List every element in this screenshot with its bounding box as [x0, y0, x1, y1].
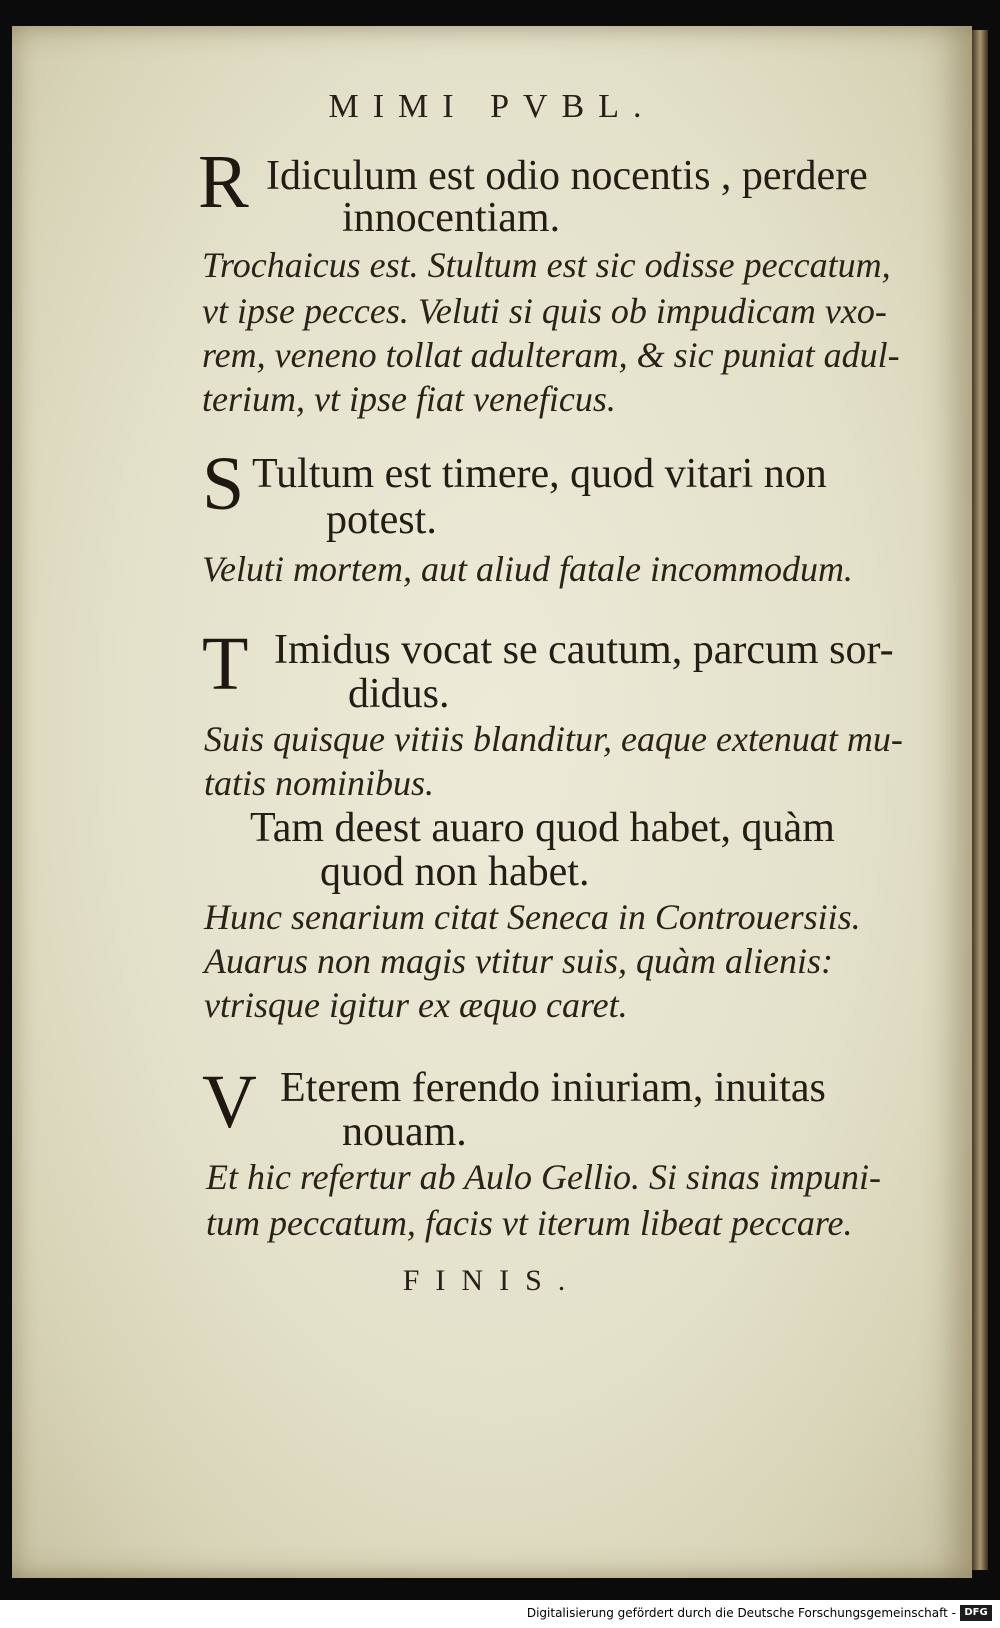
- commentary-line: Trochaicus est. Stultum est sic odisse peccatum,: [202, 245, 891, 285]
- drop-cap: T: [202, 622, 249, 706]
- dfg-logo-icon: DFG: [960, 1605, 992, 1621]
- drop-cap: V: [202, 1060, 257, 1144]
- commentary-line: terium, vt ipse fiat veneficus.: [202, 379, 616, 419]
- drop-cap: R: [198, 140, 249, 224]
- commentary-line: tum peccatum, facis vt iterum libeat peccare.: [206, 1203, 853, 1243]
- commentary-line: tatis nominibus.: [204, 763, 435, 803]
- running-header: MIMI PVBL.: [328, 88, 656, 125]
- book-page: [12, 26, 972, 1578]
- commentary-line: Auarus non magis vtitur suis, quàm alienis:: [204, 941, 834, 981]
- commentary-line: vtrisque igitur ex æquo caret.: [204, 985, 628, 1025]
- maxim-line: nouam.: [342, 1109, 467, 1155]
- maxim-line: innocentiam.: [342, 195, 561, 241]
- commentary-line: Et hic refertur ab Aulo Gellio. Si sinas impuni-: [206, 1157, 881, 1197]
- commentary-line: Suis quisque vitiis blanditur, eaque extenuat mu-: [204, 719, 903, 759]
- maxim-line: didus.: [348, 671, 450, 717]
- commentary-line: vt ipse pecces. Veluti si quis ob impudicam vxo-: [202, 291, 887, 331]
- commentary-line: Hunc senarium citat Seneca in Controuersiis.: [204, 897, 861, 937]
- commentary-line: Veluti mortem, aut aliud fatale incommodum.: [202, 549, 853, 589]
- finis-line: FINIS.: [402, 1264, 582, 1297]
- commentary-line: rem, veneno tollat adulteram, & sic puniat adul-: [202, 335, 900, 375]
- digitization-footer: [0, 1600, 1000, 1628]
- maxim-line: Eterem ferendo iniuriam, inuitas: [280, 1065, 826, 1111]
- maxim-line: Imidus vocat se cautum, parcum sor-: [274, 627, 894, 673]
- maxim-line: Tam deest auaro quod habet, quàm: [250, 805, 835, 851]
- maxim-line: Tultum est timere, quod vitari non: [252, 451, 827, 497]
- maxim-line: Idiculum est odio nocentis , perdere: [266, 153, 868, 199]
- maxim-line: potest.: [326, 497, 437, 543]
- footer-credit: Digitalisierung gefördert durch die Deutsche Forschungsgemeinschaft -: [526, 1606, 956, 1620]
- drop-cap: S: [202, 442, 245, 526]
- maxim-line: quod non habet.: [320, 849, 590, 895]
